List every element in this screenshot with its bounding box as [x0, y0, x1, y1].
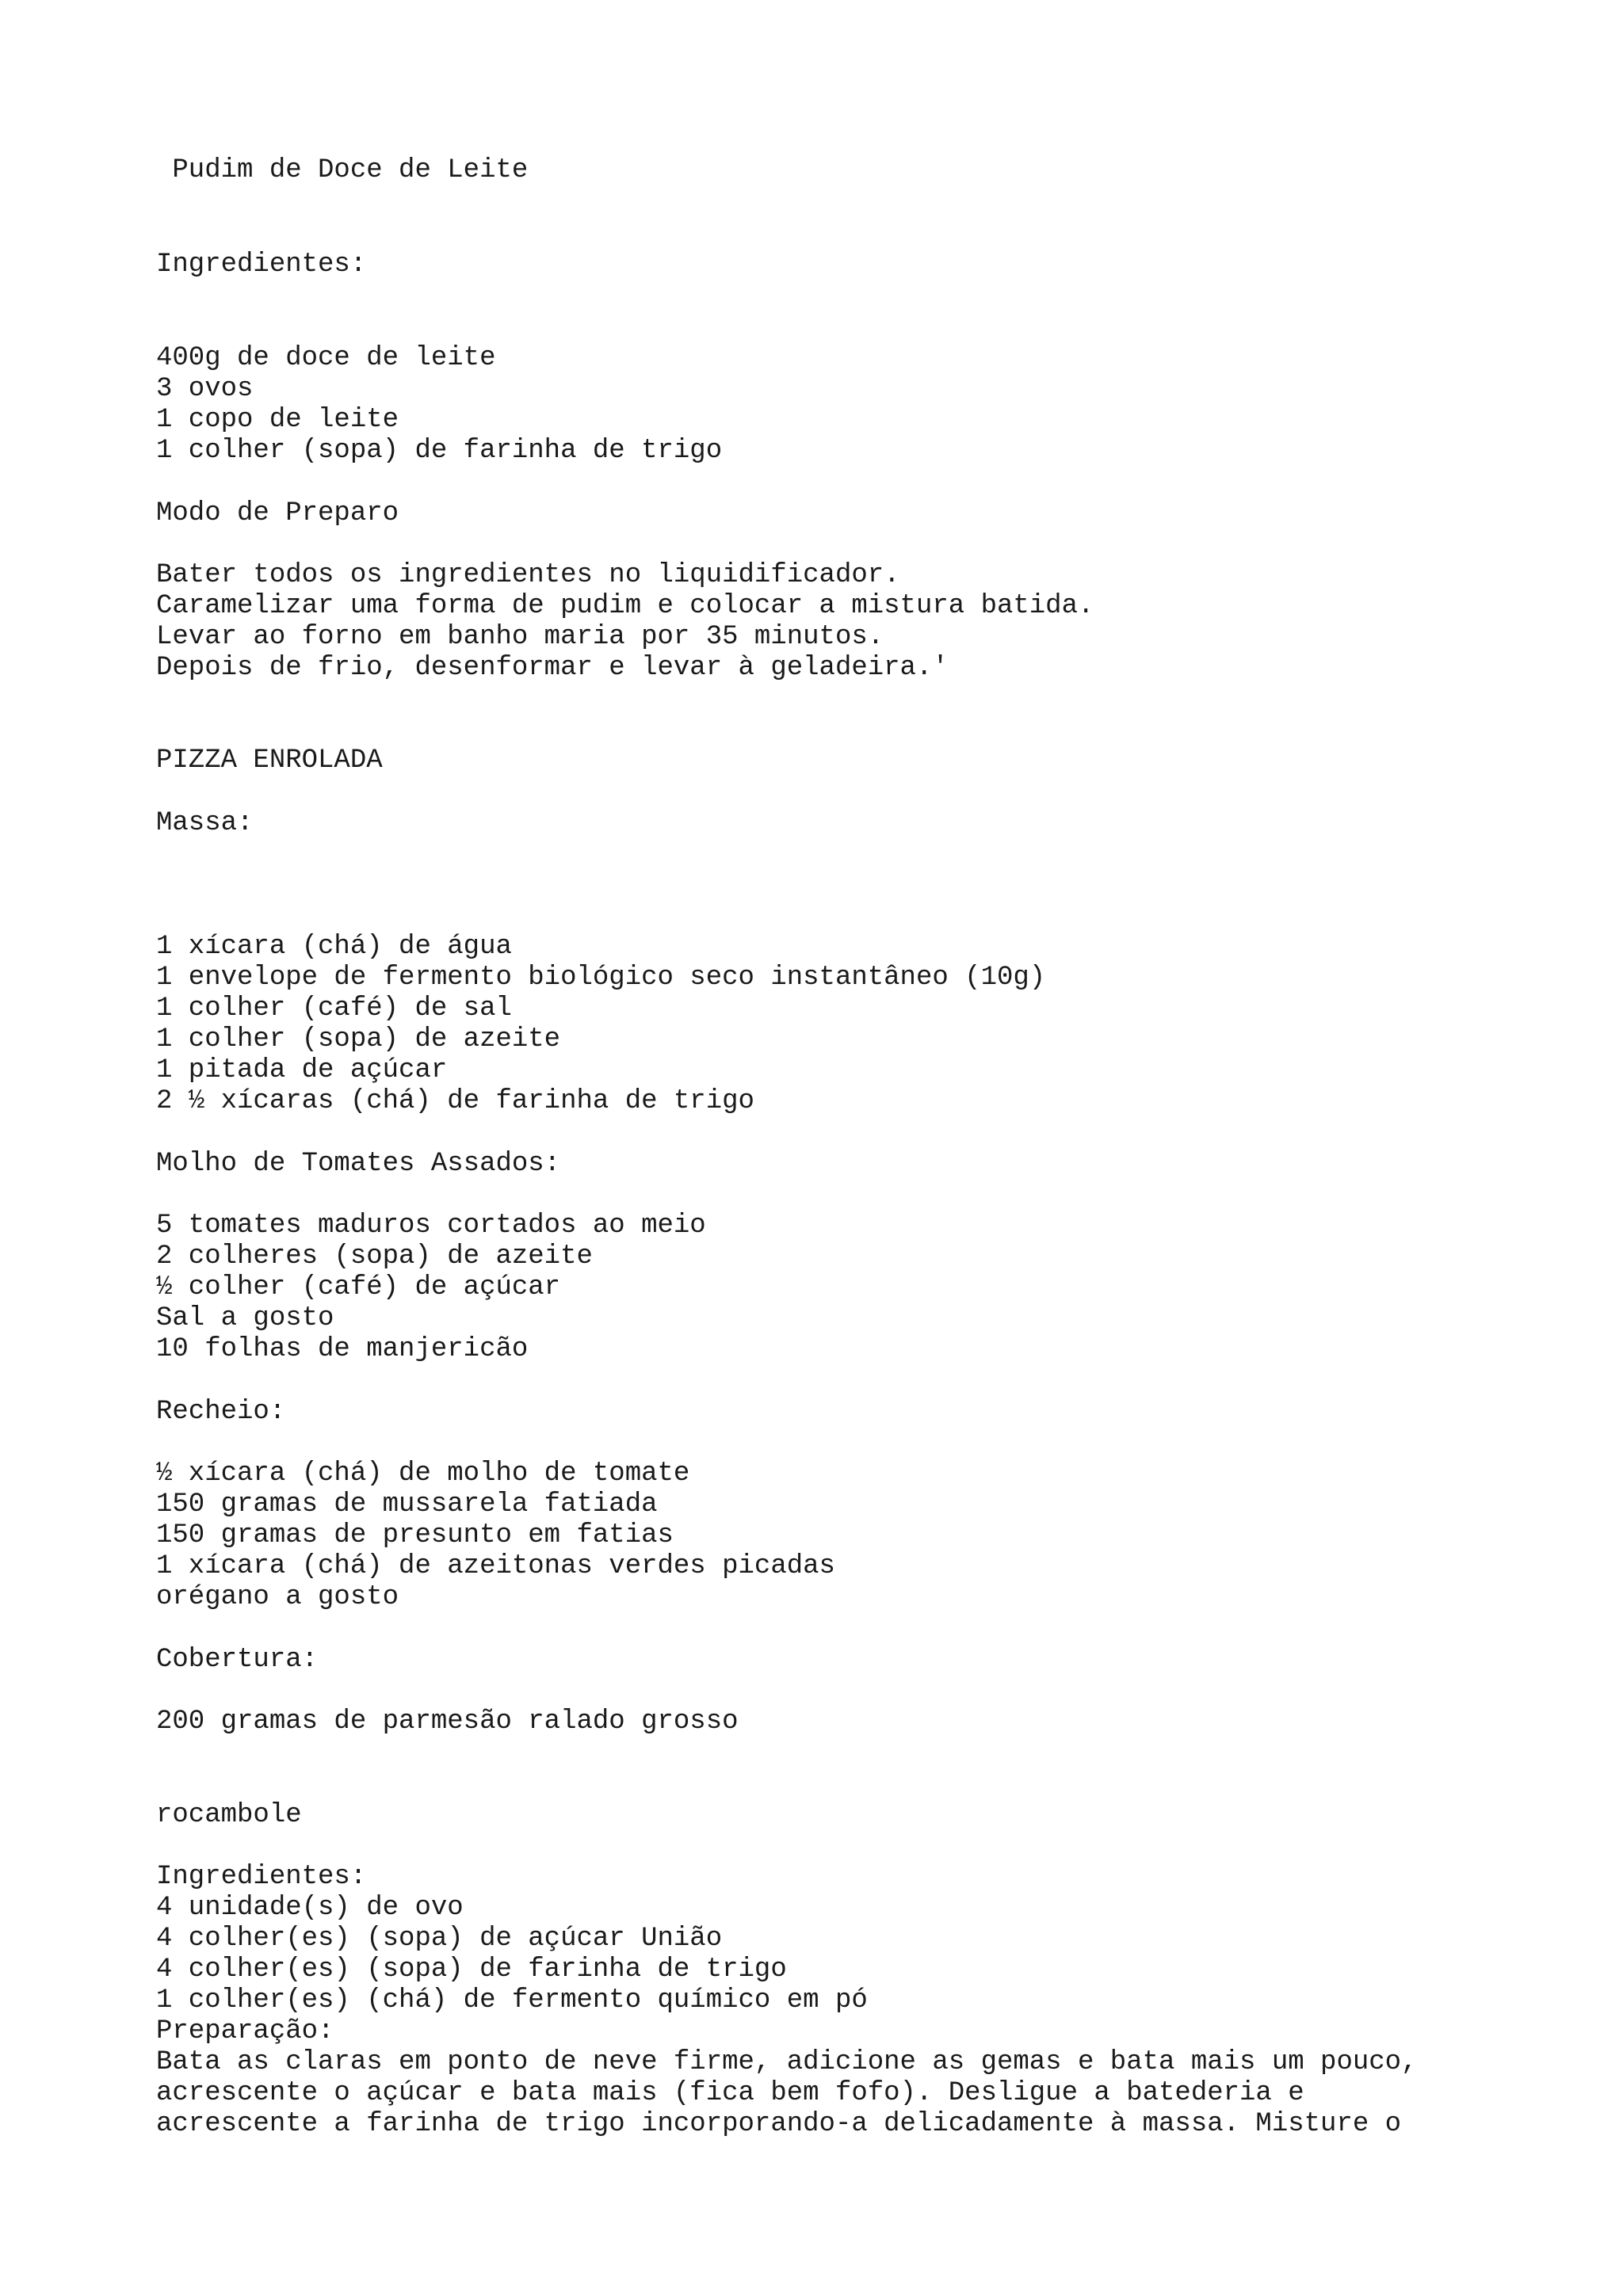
pizza-sauce-line: ½ colher (café) de açúcar: [156, 1272, 561, 1302]
pizza-filling-line: 150 gramas de mussarela fatiada: [156, 1489, 658, 1520]
pizza-sauce-line: 10 folhas de manjericão: [156, 1334, 529, 1364]
pudim-method-line: Levar ao forno em banho maria por 35 minutos.: [156, 622, 884, 652]
rocambole-prep-line: acrescente a farinha de trigo incorporando-a delicadamente à massa. Misture o: [156, 2109, 1402, 2139]
pudim-ingredient-line: 1 copo de leite: [156, 405, 399, 435]
rocambole-ingredients-heading: Ingredientes:: [156, 1862, 367, 1892]
pudim-ingredients-heading: Ingredientes:: [156, 250, 367, 280]
pizza-dough-line: 1 colher (café) de sal: [156, 994, 512, 1024]
rocambole-prep-heading: Preparação:: [156, 2016, 334, 2046]
pudim-method-line: Caramelizar uma forma de pudim e colocar a mistura batida.: [156, 591, 1094, 621]
recipe-title-pudim: Pudim de Doce de Leite: [156, 155, 529, 185]
rocambole-prep-line: Bata as claras em ponto de neve firme, adicione as gemas e bata mais um pouco,: [156, 2047, 1418, 2077]
pizza-sauce-line: Sal a gosto: [156, 1303, 334, 1333]
rocambole-ingredient-line: 4 unidade(s) de ovo: [156, 1893, 464, 1923]
pudim-ingredient-line: 3 ovos: [156, 374, 254, 404]
recipe-title-pizza: PIZZA ENROLADA: [156, 746, 383, 776]
pudim-ingredient-line: 1 colher (sopa) de farinha de trigo: [156, 436, 723, 466]
pizza-dough-line: 1 pitada de açúcar: [156, 1055, 448, 1085]
pizza-dough-line: 1 envelope de fermento biológico seco instantâneo (10g): [156, 963, 1046, 993]
pizza-filling-line: 1 xícara (chá) de azeitonas verdes picadas: [156, 1551, 835, 1581]
pizza-filling-line: orégano a gosto: [156, 1582, 399, 1612]
pizza-dough-heading: Massa:: [156, 808, 254, 838]
rocambole-ingredient-line: 4 colher(es) (sopa) de farinha de trigo: [156, 1955, 787, 1985]
pizza-dough-line: 2 ½ xícaras (chá) de farinha de trigo: [156, 1086, 754, 1116]
pizza-topping-heading: Cobertura:: [156, 1645, 319, 1675]
pudim-method-line: Depois de frio, desenformar e levar à geladeira.': [156, 653, 949, 683]
pudim-ingredient-line: 400g de doce de leite: [156, 343, 496, 373]
pizza-sauce-line: 2 colheres (sopa) de azeite: [156, 1241, 593, 1272]
pudim-method-heading: Modo de Preparo: [156, 498, 399, 528]
pizza-filling-line: ½ xícara (chá) de molho de tomate: [156, 1459, 690, 1489]
pizza-topping-line: 200 gramas de parmesão ralado grosso: [156, 1707, 739, 1737]
rocambole-ingredient-line: 4 colher(es) (sopa) de açúcar União: [156, 1924, 723, 1954]
rocambole-prep-line: acrescente o açúcar e bata mais (fica bem fofo). Desligue a batederia e: [156, 2078, 1304, 2108]
pizza-filling-heading: Recheio:: [156, 1397, 286, 1427]
pizza-sauce-heading: Molho de Tomates Assados:: [156, 1149, 561, 1179]
pizza-dough-line: 1 colher (sopa) de azeite: [156, 1024, 561, 1055]
pizza-filling-line: 150 gramas de presunto em fatias: [156, 1520, 674, 1550]
recipe-title-rocambole: rocambole: [156, 1800, 302, 1830]
pudim-method-line: Bater todos os ingredientes no liquidificador.: [156, 560, 900, 590]
pizza-sauce-line: 5 tomates maduros cortados ao meio: [156, 1211, 706, 1241]
rocambole-ingredient-line: 1 colher(es) (chá) de fermento químico em pó: [156, 1985, 868, 2016]
pizza-dough-line: 1 xícara (chá) de água: [156, 932, 512, 962]
